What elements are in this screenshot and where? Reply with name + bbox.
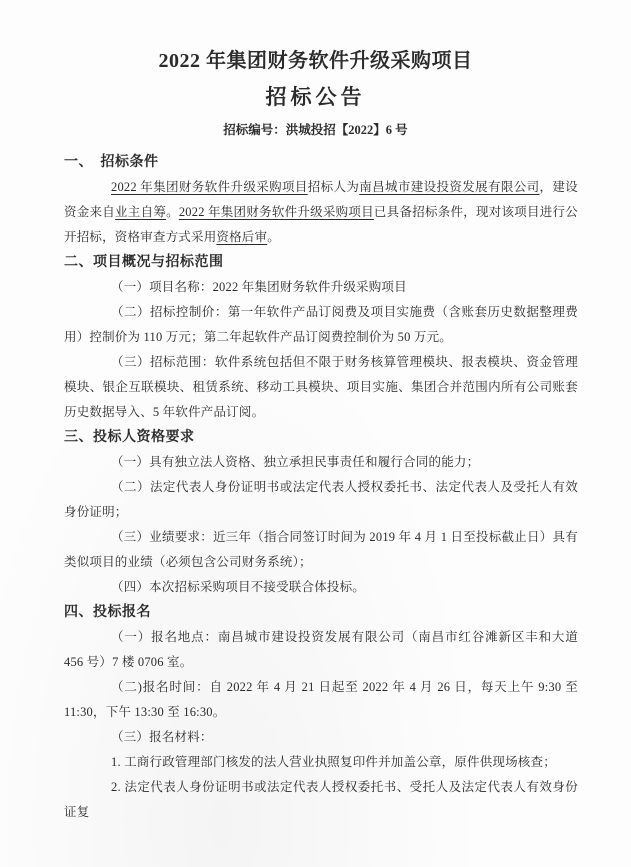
text-run: （三）业绩要求：近三年（指合同签订时间为 2019 年 4 月 1 日至投标截止日）具有类似项目的业绩（必须包含公司财务系统）； [64, 530, 578, 569]
text-run: （一）具有独立法人资格、独立承担民事责任和履行合同的能力； [111, 455, 480, 469]
text-run: 。 [267, 230, 280, 244]
underlined-text: 业主自筹 [115, 205, 167, 219]
section-heading [64, 150, 578, 175]
text-run: 。 [166, 205, 179, 219]
text-run: （四）本次招标采购项目不接受联合体投标。 [111, 580, 366, 594]
text-run: 已具备招标条件，现对该项目进行公开招标，资格审查方式采用 [64, 205, 579, 244]
text-run: （一）报名地点：南昌城市建设投资发展有限公司（南昌市红谷滩新区丰和大道 456 号）7 楼 0706 室。 [64, 630, 578, 669]
underlined-text: 南昌城市建设投资发展有限公司 [359, 180, 540, 194]
text-run: 二、项目概况与招标范围 [64, 255, 224, 270]
paragraph [64, 175, 578, 250]
paragraph [64, 350, 578, 425]
paragraph [64, 275, 578, 300]
paragraph [64, 475, 578, 525]
paragraph [64, 775, 578, 825]
section-heading [64, 250, 578, 275]
document-body [64, 150, 578, 825]
section-heading [64, 600, 578, 625]
text-run: ，建设资金来自 [64, 180, 578, 219]
text-run: 四、投标报名 [64, 605, 151, 620]
text-run: 三、投标人资格要求 [64, 430, 195, 445]
document-number: 招标编号：洪城投招【2022】6 号 [223, 123, 408, 137]
underlined-text: 资格后审 [216, 230, 268, 244]
paragraph [64, 675, 578, 725]
text-run: （二）法定代表人身份证明书或法定代表人授权委托书、法定代表人及受托人有效身份证明； [64, 480, 578, 519]
paragraph [64, 450, 578, 475]
text-run: （一）项目名称：2022 年集团财务软件升级采购项目 [111, 280, 407, 294]
paragraph [64, 575, 578, 600]
paragraph [64, 725, 578, 750]
document-title-line2: 招标公告 [265, 85, 366, 109]
text-run: （三）招标范围：软件系统包括但不限于财务核算管理模块、报表模块、资金管理模块、银企互联模块、租赁系统、移动工具模块、项目实施、集团合并范围内所有公司账套历史数据导入、5 年软件产品订阅。 [64, 355, 578, 419]
paragraph [64, 750, 578, 775]
section-heading [64, 425, 578, 450]
text-run: 一、 招标条件 [64, 155, 159, 170]
text-run: 2. 法定代表人身份证明书或法定代表人授权委托书、受托人及法定代表人有效身份证复 [64, 780, 578, 819]
text-run: 招标人为 [307, 180, 360, 194]
paragraph [64, 300, 578, 350]
text-run: 1. 工商行政管理部门核发的法人营业执照复印件并加盖公章，原件供现场核查； [111, 755, 556, 769]
text-run: （二）招标控制价：第一年软件产品订阅费及项目实施费（含账套历史数据整理费用）控制价为 110 万元；第二年起软件产品订阅费控制价为 50 万元。 [64, 305, 578, 344]
underlined-text: 2022 年集团财务软件升级采购项目 [111, 180, 308, 194]
paragraph [64, 525, 578, 575]
paragraph [64, 625, 578, 675]
underlined-text: 2022 年集团财务软件升级采购项目 [178, 205, 374, 219]
text-run: （三）报名材料： [111, 730, 213, 744]
text-run: （二)报名时间：自 2022 年 4 月 21 日起至 2022 年 4 月 26 日，每天上午 9:30 至 11:30，下午 13:30 至 16:30。 [64, 680, 578, 719]
document-title-line1: 2022 年集团财务软件升级采购项目 [158, 50, 473, 72]
